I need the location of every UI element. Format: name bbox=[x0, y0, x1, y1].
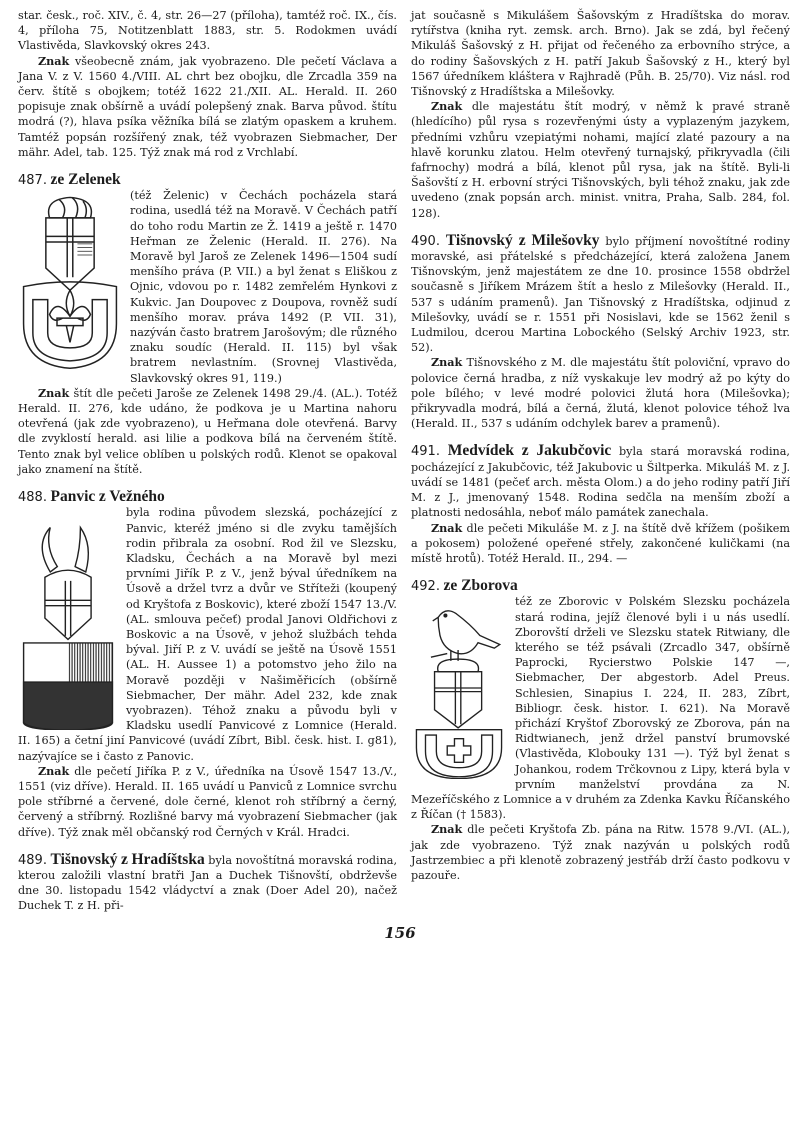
family-name-2: Milešovky bbox=[531, 231, 600, 249]
znak-label: Znak bbox=[38, 385, 70, 400]
entry-490 bbox=[411, 233, 790, 432]
coat-of-arms-zborova-icon bbox=[411, 597, 507, 779]
family-z: z bbox=[518, 231, 526, 249]
entry-number: 489. bbox=[18, 852, 47, 868]
family-z: z bbox=[521, 442, 529, 460]
continued-text: jat současně s Mikulášem Šašovským z Hradíštska do morav. rytířstva (kniha ryt. zemsk. arch. Brno). Jak se zdá, byl řečený Mikuláš Šašovský z H. přijat od řečeného za erbovního strýce, a do rodiny Šašovských z H. patří Jakub Šašovský z H., který byl 1567 úředníkem kláštera v Rajhradě (Půh. B. 25/70). Viz násl. rod Tišnovský z Hradíštska a Milešovky. bbox=[411, 9, 790, 99]
entry-491 bbox=[411, 443, 790, 566]
entry-text: byla novoštítná moravská rodina, kterou založili vlastní bratři Jan a Duchek Tišnovští, obdrževše dne 30. listopadu 1542 vládyctví a znak (Doer Adel 20), načež Duchek T. z H. při- bbox=[18, 853, 398, 913]
entry-number: 490. bbox=[411, 233, 440, 249]
coat-of-arms-panvic-icon bbox=[18, 508, 118, 730]
family-name: ze Zelenek bbox=[50, 171, 121, 189]
entry-text: též ze Zborovic v Polském Slezsku pocházela stará rodina, jejíž členové byli i u nás usedlí. Zborovští drželi ve Slezsku statek Ritwiany, dle kterého se též psávali (Zrcadlo 347, obšírně Paprocki, Rycierstwo Polskie 147 —, Siebmacher, Der abgestorb. Adel Preus. Schlesien, Sinapius I. 224, II. 283, Zíbrt, Bibliogr. česk. histor. I. 621). Na Moravě přichází Kryštof Zborovský ze Zborova, pán na Ridtwianech, jenž držel panství brumovské (Vlastivěda, Klobouky 131 —). Týž byl ženat s Johankou, rodem Trčkovnou z Lipy, která byla v prvním manželství provdána za N. Mezeříčského z Lomnice a v druhém za Zdenka Kavku Říčanského z Říčan († 1583). bbox=[411, 595, 790, 822]
entry-heading bbox=[18, 172, 397, 188]
znak-label: Znak bbox=[431, 822, 463, 837]
znak-label: Znak bbox=[38, 763, 70, 778]
entry-489 bbox=[18, 852, 397, 914]
arms-description: Znak Tišnovského z M. dle majestátu štít poloviční, vpravo do polovice černá hradba, z níž vyskakuje lev modrý až po kýty do pole bílého; v levé modré polovici žlutá hora (Milešovka); přikryvadla modrá, bílá a černá, žlutá, klenot polovice téhož lva (Herald. II., 537 s udáním odchylek barev a pramenů). bbox=[411, 355, 790, 431]
arms-description: Znak dle pečetí Jiříka P. z V., úředníka na Úsově 1547 13./V., 1551 (viz dříve). Herald. II. 165 uvádí u Panviců z Lomnice svrchu pole stříbrné a červené, dole černé, klenot roh stříbrný a černý, červený a stříbrný. Rozlišné barvy má vyobrazení Siebmacher (jak dříve). Týž znak měl občanský rod Černých v Král. Hradci. bbox=[18, 763, 397, 839]
family-name-2: Hradíštska bbox=[131, 850, 205, 868]
columns bbox=[0, 8, 800, 914]
entry-492 bbox=[411, 578, 790, 883]
entry-number: 487. bbox=[18, 173, 47, 189]
znak-label: Znak bbox=[431, 520, 463, 535]
entry-text: byla rodina původem slezská, pocházející z Panvic, kteréž jméno si dle zvyku tamějších rodin přibrala za osobní. Rod žil ve Slezsku, Kladsku, Čechách a na Moravě byl mezi prvními Jiřík P. z V., jenž býval úředníkem na Úsově a držel tvrz a dvůr ve Stříteži (koupený od Kryštofa z Boskovic), které zboží 1547 13./V. (AL. smlouva pečeť) prodal Janovi Oldřichovi z Boskovic a na Úsově, v jehož službách tehda býval. Jiří P. z V. uvádí se ještě na Úsově 1551 (AL. H. Aussee 1) a potomstvo jeho žilo na Moravě později v Našiměřicích (obšírně Siebmacher, Der mähr. Adel 232, kde znak vyobrazen). Téhož znaku a původu byli v Kladsku usedlí Panvicové z Lomnice (Herald. II. 165) a četní jiní Panvicové (uvádí Zíbrt, Bibl. česk. hist. I. g81), nazývajíce se i často z Panovic. bbox=[18, 506, 397, 763]
family-name: Tišnovský bbox=[50, 850, 118, 868]
znak-label: Znak bbox=[431, 355, 463, 370]
entry-heading bbox=[18, 489, 397, 505]
arms-description: Znak dle pečeti Mikuláše M. z J. na štítě dvě křížem (pošikem a pokosem) položené opeřené střely, zakončené kuličkami (na místě hrotů). Totéž Herald. II., 294. — bbox=[411, 520, 790, 565]
right-column bbox=[411, 8, 790, 883]
continued-text: star. česk., roč. XIV., č. 4, str. 26—27 (příloha), tamtéž roč. IX., čís. 4, příloha 75, Notitzenblatt 1883, str. 5. Rodokmen uvádí Vlastivěda, Slavkovský okres 243. bbox=[18, 9, 397, 53]
family-name: Panvic bbox=[50, 488, 96, 506]
family-name: Tišnovský bbox=[445, 231, 513, 249]
entry-number: 492. bbox=[411, 579, 440, 595]
entry-488 bbox=[18, 489, 397, 840]
family-name: Medvídek bbox=[447, 442, 514, 460]
entry-487 bbox=[18, 172, 397, 477]
znak-label: Znak bbox=[431, 99, 463, 114]
family-z: z bbox=[121, 850, 128, 868]
coat-of-arms-zelenek-icon bbox=[18, 191, 122, 371]
entry-number: 488. bbox=[18, 490, 47, 506]
arms-description: Znak všeobecně znám, jak vyobrazeno. Dle pečetí Václava a Jana V. z V. 1560 4./VIII. AL chrt bez obojku, dle Zrcadla 359 na červ. štítě s obojkem; totéž 1622 21./XII. AL. Herald. II. 260 popisuje znak obšírně a uvádí polepšený znak. Barva původ. štítu modrá (?), hlava psíka věžníka bílá se zlatým opaskem a kruhem. Tamtéž popsán rozšířený znak, též vyobrazen Siebmacher, Der mähr. Adel, tab. 125. Týž znak má rod z Vrchlabí. bbox=[18, 53, 397, 159]
entry-number: 491. bbox=[411, 444, 440, 460]
arms-description: Znak dle pečeti Kryštofa Zb. pána na Ritw. 1578 9./VI. (AL.), jak zde vyobrazeno. Týž znak nazýván u polských rodů Jastrzembiec a při klenotě zobrazený jestřáb drží často podkovu v pazouře. bbox=[411, 822, 790, 882]
left-column bbox=[18, 8, 397, 914]
family-name-2: Vežného bbox=[109, 488, 165, 506]
entry-text: byla stará moravská rodina, pocházející z Jakubčovic, též Jakubovic u Šiltperka. Mikuláš M. z J. uvádí se 1481 (pečeť arch. města Olom.) a do jeho rodiny patří Jiří M. z J., jmenovaný 1548. Rodina sedčla na menším zboží a platnosti nedosáhla, neboť málo památek zanechala. bbox=[411, 445, 790, 520]
family-z: z bbox=[98, 488, 106, 506]
entry-text: (též Želenic) v Čechách pocházela stará rodina, usedlá též na Moravě. V Čechách patří do toho rodu Martin ze Ž. 1419 a ještě r. 1470 Heřman ze Želenic (Herald. II. 276). Na Moravě byl Jaroš ze Zelenek 1496—1504 sudí menšího práva (P. VII.) a byl ženat s Eliškou z Ojnic, vdovou po r. 1482 zemřelém Hynkovi z Kukvic. Jan Doupovec z Doupova, rovněž sudí menšího morav. práva 1492 (P. VII. 31), nazýván často bratrem Jarošovým; dle různého znaku soudíc (Herald. II. 115) byl však bratrem nevlastním. (Srovnej Vlastivěda, Slavkovský okres 91, 119.) bbox=[130, 189, 397, 385]
page-number: 156 bbox=[384, 923, 416, 942]
znak-label: Znak bbox=[38, 53, 70, 68]
entry-text: bylo příjmení novoštítné rodiny moravské, asi přátelské s předcházející, která založena Janem Tišnovským, jenž majestátem ze dne 10. prosince 1558 obdržel současně s Jiříkem Mrázem štít a heslo z Milešovky (Herald. II., 537 s udáním pramenů). Jan Tišnovský z Hradíštska, odjinud z Milešovky, uvádí se r. 1551 při Nosislavi, kde se 1562 ženil s Ludmilou, dcerou Martina Lobockého (Selský Archiv 1923, str. 52). bbox=[411, 234, 790, 355]
entry-heading bbox=[411, 578, 790, 594]
arms-description: Znak štít dle pečeti Jaroše ze Zelenek 1498 29./4. (AL.). Totéž Herald. II. 276, kde udáno, že podkova je u Martina nahoru otevřená (jak zde vyobrazeno), u Heřmana dole otevřená. Barvy dle zvyklostí herald. asi lilie a podkova bílá na červeném štítě. Tento znak byl velice oblíben u polských rodů. Klenot se opakoval jako znamení na štítě. bbox=[18, 385, 397, 476]
arms-description: Znak dle majestátu štít modrý, v němž k pravé straně (hledícího) půl rysa s rozevřenými ústy a vyplazeným jazykem, předními vzhůru vzepiatými nohami, mající zlaté pazoury a na hlavě korunku zlatou. Helm otevřený turnajský, přikryvadla (čili fafrnochy) modrá a bílá, klenot půl rysa, jak na štítě. Byli-li Šašovští z H. erbovní strýci Tišnovských, byli téhož znaku, jak zde uvedeno (znak popsán arch. minist. vnitra, Praha, Salb. 284, fol. 128). bbox=[411, 99, 790, 220]
family-name-2: Jakubčovic bbox=[536, 442, 612, 460]
family-name: ze Zborova bbox=[443, 577, 518, 595]
